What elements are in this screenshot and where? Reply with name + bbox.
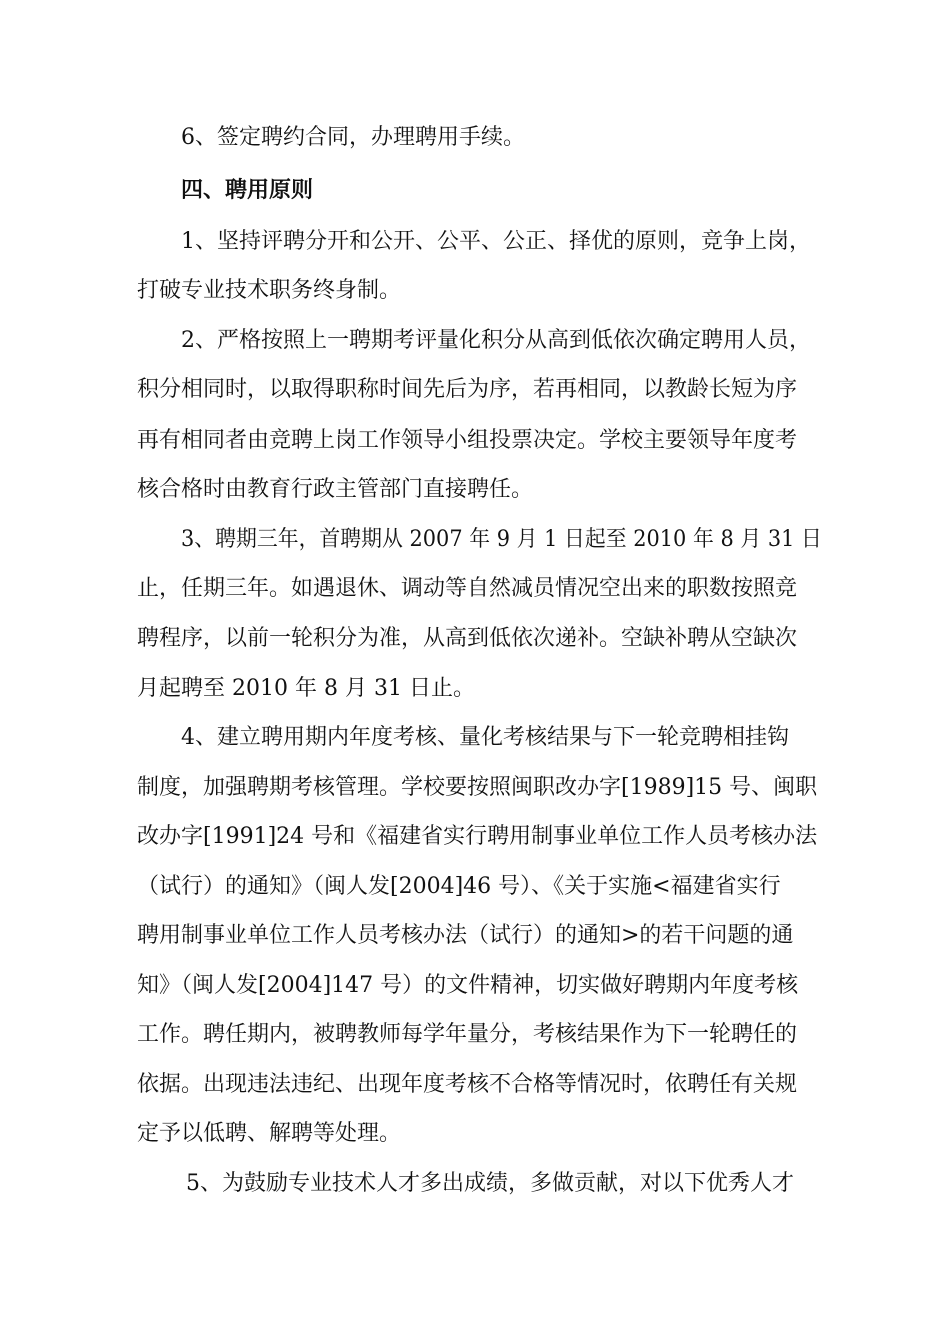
text-line: 依据。出现违法违纪、出现年度考核不合格等情况时，依聘任有关规 — [137, 1072, 798, 1097]
text-line: 聘程序，以前一轮积分为准，从高到低依次递补。空缺补聘从空缺次 — [137, 626, 798, 651]
text-line: 定予以低聘、解聘等处理。 — [137, 1121, 402, 1146]
text-line: （试行）的通知》（闽人发[2004]46 号）、《关于实施<福建省实行 — [137, 874, 781, 899]
text-line: 积分相同时，以取得职称时间先后为序，若再相同，以教龄长短为序 — [137, 377, 798, 402]
text-line: 知》（闽人发[2004]147 号）的文件精神，切实做好聘期内年度考核 — [137, 973, 799, 998]
text-line: 2、严格按照上一聘期考评量化积分从高到低依次确定聘用人员， — [181, 328, 811, 353]
text-line: 4、建立聘用期内年度考核、量化考核结果与下一轮竞聘相挂钩 — [181, 725, 789, 750]
text-line: 聘用制事业单位工作人员考核办法（试行）的通知>的若干问题的通 — [137, 923, 794, 948]
text-line: 改办字[1991]24 号和《福建省实行聘用制事业单位工作人员考核办法 — [137, 824, 818, 849]
text-line: 止，任期三年。如遇退休、调动等自然减员情况空出来的职数按照竞 — [137, 576, 798, 601]
text-line: 核合格时由教育行政主管部门直接聘任。 — [137, 477, 534, 502]
text-line: 制度，加强聘期考核管理。学校要按照闽职改办字[1989]15 号、闽职 — [137, 775, 818, 800]
section-heading: 四、聘用原则 — [181, 177, 314, 203]
text-line: 月起聘至 2010 年 8 月 31 日止。 — [137, 676, 475, 701]
text-line: 再有相同者由竞聘上岗工作领导小组投票决定。学校主要领导年度考 — [137, 428, 798, 453]
text-line: 3、聘期三年，首聘期从 2007 年 9 月 1 日起至 2010 年 8 月 31 日 — [181, 527, 822, 552]
text-line: 1、坚持评聘分开和公开、公平、公正、择优的原则，竞争上岗， — [181, 229, 811, 254]
text-line: 6、签定聘约合同，办理聘用手续。 — [181, 125, 525, 150]
text-line: 工作。聘任期内，被聘教师每学年量分，考核结果作为下一轮聘任的 — [137, 1022, 798, 1047]
text-line: 打破专业技术职务终身制。 — [137, 278, 402, 303]
text-line: 5、为鼓励专业技术人才多出成绩，多做贡献，对以下优秀人才 — [186, 1171, 794, 1196]
